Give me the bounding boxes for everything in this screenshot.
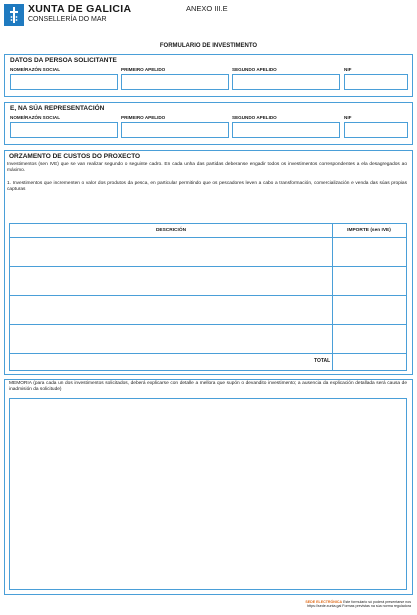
table-row-4-description[interactable] — [10, 325, 332, 353]
table-row-3-description[interactable] — [10, 296, 332, 324]
rep-surname1-field[interactable] — [121, 122, 229, 138]
rep-nif-field[interactable] — [344, 122, 408, 138]
description-column-header: DESCRICIÓN — [155, 228, 187, 233]
total-amount-field[interactable] — [333, 354, 406, 370]
memo-textarea[interactable] — [9, 398, 407, 590]
applicant-nif-field[interactable] — [344, 74, 408, 90]
footer-note — [271, 600, 411, 609]
memo-instructions: MEMORIA (para cada un dos investimentos solicitados, deberá explicarse con detalle a mellora que supón o devandito investimento; a ausencia da explicación detallada será causa de inadmisión da solicitude) — [9, 381, 407, 393]
form-title: FORMULARIO DE INVESTIMENTO — [159, 43, 258, 49]
amount-column-header: IMPORTE (sen IVE) — [347, 228, 391, 233]
rep-surname2-label: SEGUNDO APELIDO — [232, 115, 277, 120]
applicant-surname2-label: SEGUNDO APELIDO — [232, 67, 277, 72]
total-label: TOTAL — [314, 358, 331, 364]
cost-table — [9, 223, 407, 371]
budget-section-title: ORZAMENTO DE CUSTOS DO PROXECTO — [9, 153, 141, 160]
cross-emblem-icon — [10, 7, 18, 23]
applicant-section-title: DATOS DA PERSOA SOLICITANTE — [10, 57, 117, 64]
department-name: CONSELLERÍA DO MAR — [28, 16, 107, 23]
applicant-surname1-label: PRIMEIRO APELIDO — [121, 67, 166, 72]
rep-surname1-label: PRIMEIRO APELIDO — [121, 115, 166, 120]
table-row-4-amount[interactable] — [333, 325, 406, 353]
table-row-1-description[interactable] — [10, 238, 332, 266]
applicant-section — [4, 54, 413, 97]
footer-line-3: Formas previstas na súa norma reguladora — [342, 604, 411, 609]
applicant-name-label: NOME/RAZÓN SOCIAL — [10, 67, 61, 72]
rep-surname2-field[interactable] — [232, 122, 340, 138]
table-row-2-description[interactable] — [10, 267, 332, 295]
applicant-name-field[interactable] — [10, 74, 118, 90]
footer-url[interactable]: https://sede.xunta.gal — [307, 604, 342, 609]
rep-name-label: NOME/RAZÓN SOCIAL — [10, 115, 61, 120]
table-row-3-amount[interactable] — [333, 296, 406, 324]
rep-nif-label: NIF — [344, 115, 352, 120]
rep-name-field[interactable] — [10, 122, 118, 138]
budget-intro-text: Investimentos (sen IVE) que se van realizar segundo o seguinte cadro. En cada unha das partidas deberanse engadir todos os investimentos correspondentes a ela desagregados ao máximo. — [7, 162, 407, 174]
xunta-logo — [4, 4, 24, 26]
table-row-2-amount[interactable] — [333, 267, 406, 295]
budget-item-text: 1. Investimentos que incrementen o valor dos produtos da pesca, en particular permitindo que os pescadores leven a cabo a transformación, comercialización e venda das súas propias capturas — [7, 181, 407, 193]
org-name: XUNTA DE GALICIA — [28, 3, 132, 15]
annex-label: ANEXO III.E — [186, 4, 228, 13]
representative-section-title: E, NA SÚA REPRESENTACIÓN — [10, 105, 105, 112]
applicant-surname2-field[interactable] — [232, 74, 340, 90]
footer-brand: SEDE ELECTRÓNICA — [305, 600, 343, 604]
applicant-surname1-field[interactable] — [121, 74, 229, 90]
representative-section — [4, 102, 413, 145]
table-row-1-amount[interactable] — [333, 238, 406, 266]
applicant-nif-label: NIF — [344, 67, 352, 72]
footer-line-1: Este formulario só poderá presentarse nos — [343, 600, 411, 604]
